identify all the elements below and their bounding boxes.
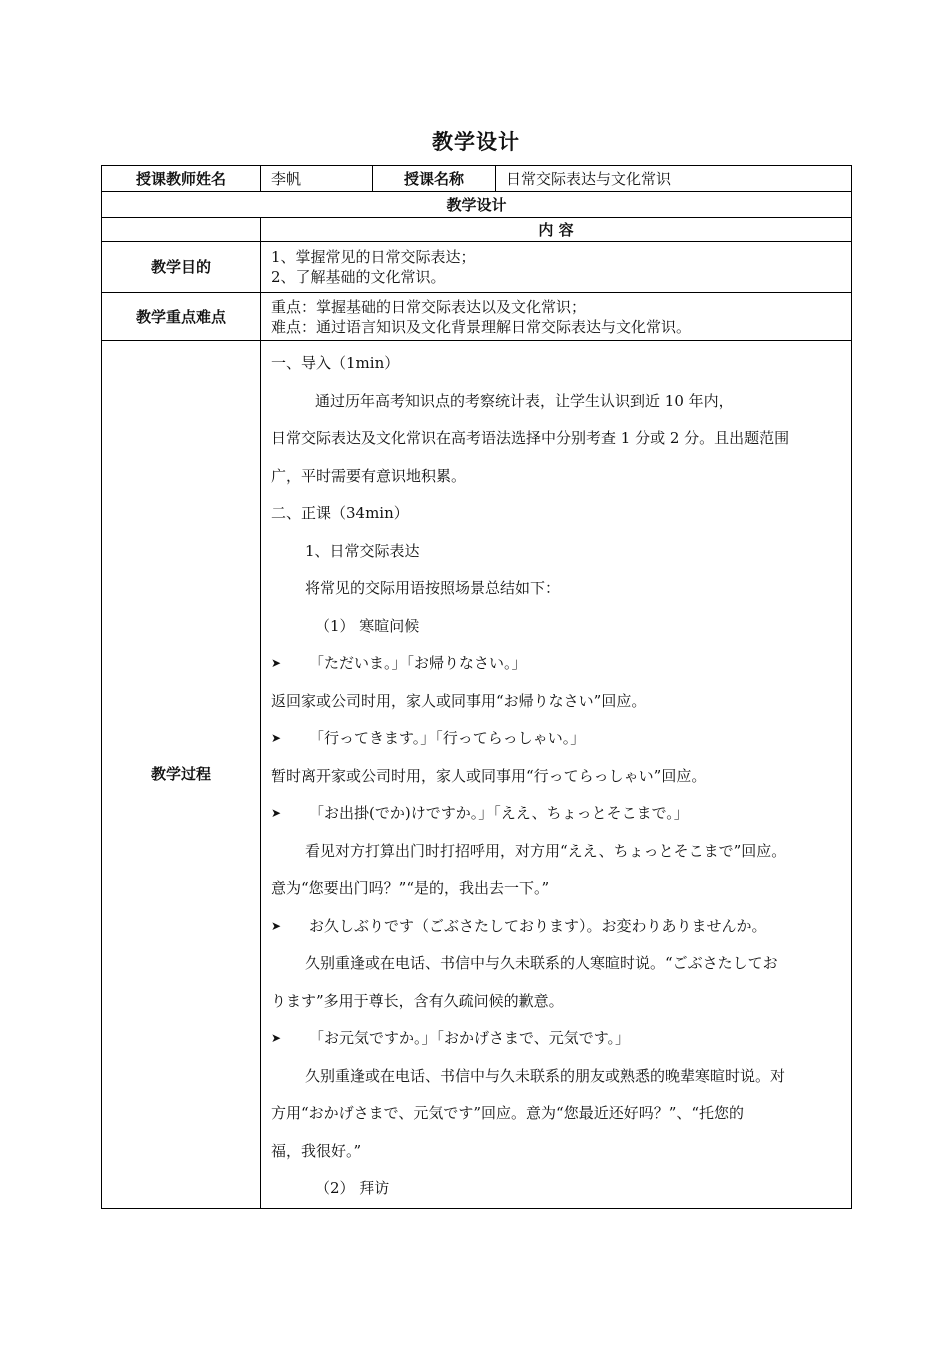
process-line: 日常交际表达及文化常识在高考语法选择中分别考查 1 分或 2 分。且出题范围 bbox=[271, 429, 790, 447]
arrow-bullet-icon: ➤ bbox=[271, 731, 282, 745]
course-label: 授课名称 bbox=[373, 166, 496, 192]
teacher-label: 授课教师姓名 bbox=[102, 166, 261, 192]
lesson-plan-table bbox=[101, 165, 852, 1209]
section-title: 教学设计 bbox=[102, 192, 852, 218]
header-row bbox=[102, 166, 852, 192]
process-line: 久别重逢或在电话、书信中与久未联系的朋友或熟悉的晚辈寒暄时说。对 bbox=[305, 1066, 786, 1085]
process-line: 返回家或公司时用，家人或同事用“お帰りなさい”回应。 bbox=[271, 691, 647, 710]
bullet-item bbox=[271, 1020, 841, 1058]
bullet-text: 「ただいま。」「お帰りなさい。」 bbox=[309, 654, 527, 672]
process-line: ります”多用于尊长，含有久疏问候的歉意。 bbox=[271, 991, 564, 1010]
section-title-row bbox=[102, 192, 852, 218]
process-line: 意为“您要出门吗？”“是的，我出去一下。” bbox=[271, 879, 550, 897]
difficulty-line: 难点：通过语言知识及文化背景理解日常交际表达与文化常识。 bbox=[271, 317, 692, 336]
bullet-item bbox=[271, 720, 841, 758]
bullet-text: お久しぶりです（ごぶさたしております）。お変わりありませんか。 bbox=[309, 916, 767, 935]
process-line: 暂时离开家或公司时用，家人或同事用“行ってらっしゃい”回应。 bbox=[271, 766, 707, 785]
process-line: （1） 寒暄问候 bbox=[315, 616, 420, 635]
key-point-line: 重点：掌握基础的日常交际表达以及文化常识； bbox=[271, 297, 587, 316]
process-line: 二、正课（34min） bbox=[271, 504, 409, 522]
objectives-content bbox=[261, 242, 852, 293]
objectives-label: 教学目的 bbox=[102, 242, 261, 293]
key-points-label: 教学重点难点 bbox=[102, 293, 261, 341]
arrow-bullet-icon: ➤ bbox=[271, 1031, 282, 1045]
objective-line: 2、了解基础的文化常识。 bbox=[271, 268, 446, 286]
bullet-item bbox=[271, 795, 841, 833]
course-name: 日常交际表达与文化常识 bbox=[496, 166, 852, 192]
bullet-item bbox=[271, 908, 841, 946]
process-line: 方用“おかげさまで、元気です”回应。意为“您最近还好吗？”、“托您的 bbox=[271, 1104, 745, 1122]
arrow-bullet-icon: ➤ bbox=[271, 918, 282, 933]
process-row bbox=[102, 341, 852, 1209]
empty-cell bbox=[102, 218, 261, 242]
process-line: 久别重逢或在电话、书信中与久未联系的人寒暄时说。“ごぶさたしてお bbox=[305, 954, 778, 972]
arrow-bullet-icon: ➤ bbox=[271, 656, 282, 670]
process-line: 广，平时需要有意识地积累。 bbox=[271, 466, 467, 485]
bullet-text: 「行ってきます。」「行ってらっしゃい。」 bbox=[309, 729, 586, 747]
process-line: 1、日常交际表达 bbox=[305, 541, 420, 560]
bullet-text: 「お出掛(でか)けですか。」「ええ、ちょっとそこまで。」 bbox=[309, 804, 689, 822]
content-header: 内 容 bbox=[261, 218, 852, 242]
bullet-text: 「お元気ですか。」「おかげさまで、元気です。」 bbox=[309, 1029, 631, 1047]
process-line: 一、导入（1min） bbox=[271, 354, 400, 372]
key-points-content bbox=[261, 293, 852, 341]
bullet-item bbox=[271, 645, 841, 683]
process-label: 教学过程 bbox=[102, 341, 261, 1209]
process-line: 将常见的交际用语按照场景总结如下： bbox=[305, 579, 561, 597]
teacher-name: 李帆 bbox=[261, 166, 373, 192]
process-line: 通过历年高考知识点的考察统计表，让学生认识到近 10 年内， bbox=[315, 391, 734, 410]
page-title: 教学设计 bbox=[432, 130, 520, 154]
content-header-row bbox=[102, 218, 852, 242]
process-content bbox=[261, 341, 852, 1209]
process-line: 福，我很好。” bbox=[271, 1141, 362, 1160]
objective-line: 1、掌握常见的日常交际表达； bbox=[271, 248, 476, 266]
objectives-row bbox=[102, 242, 852, 293]
process-line: （2） 拜访 bbox=[315, 1179, 390, 1197]
key-points-row bbox=[102, 293, 852, 341]
process-line: 看见对方打算出门时打招呼用，对方用“ええ、ちょっとそこまで”回应。 bbox=[305, 841, 787, 860]
arrow-bullet-icon: ➤ bbox=[271, 806, 282, 820]
